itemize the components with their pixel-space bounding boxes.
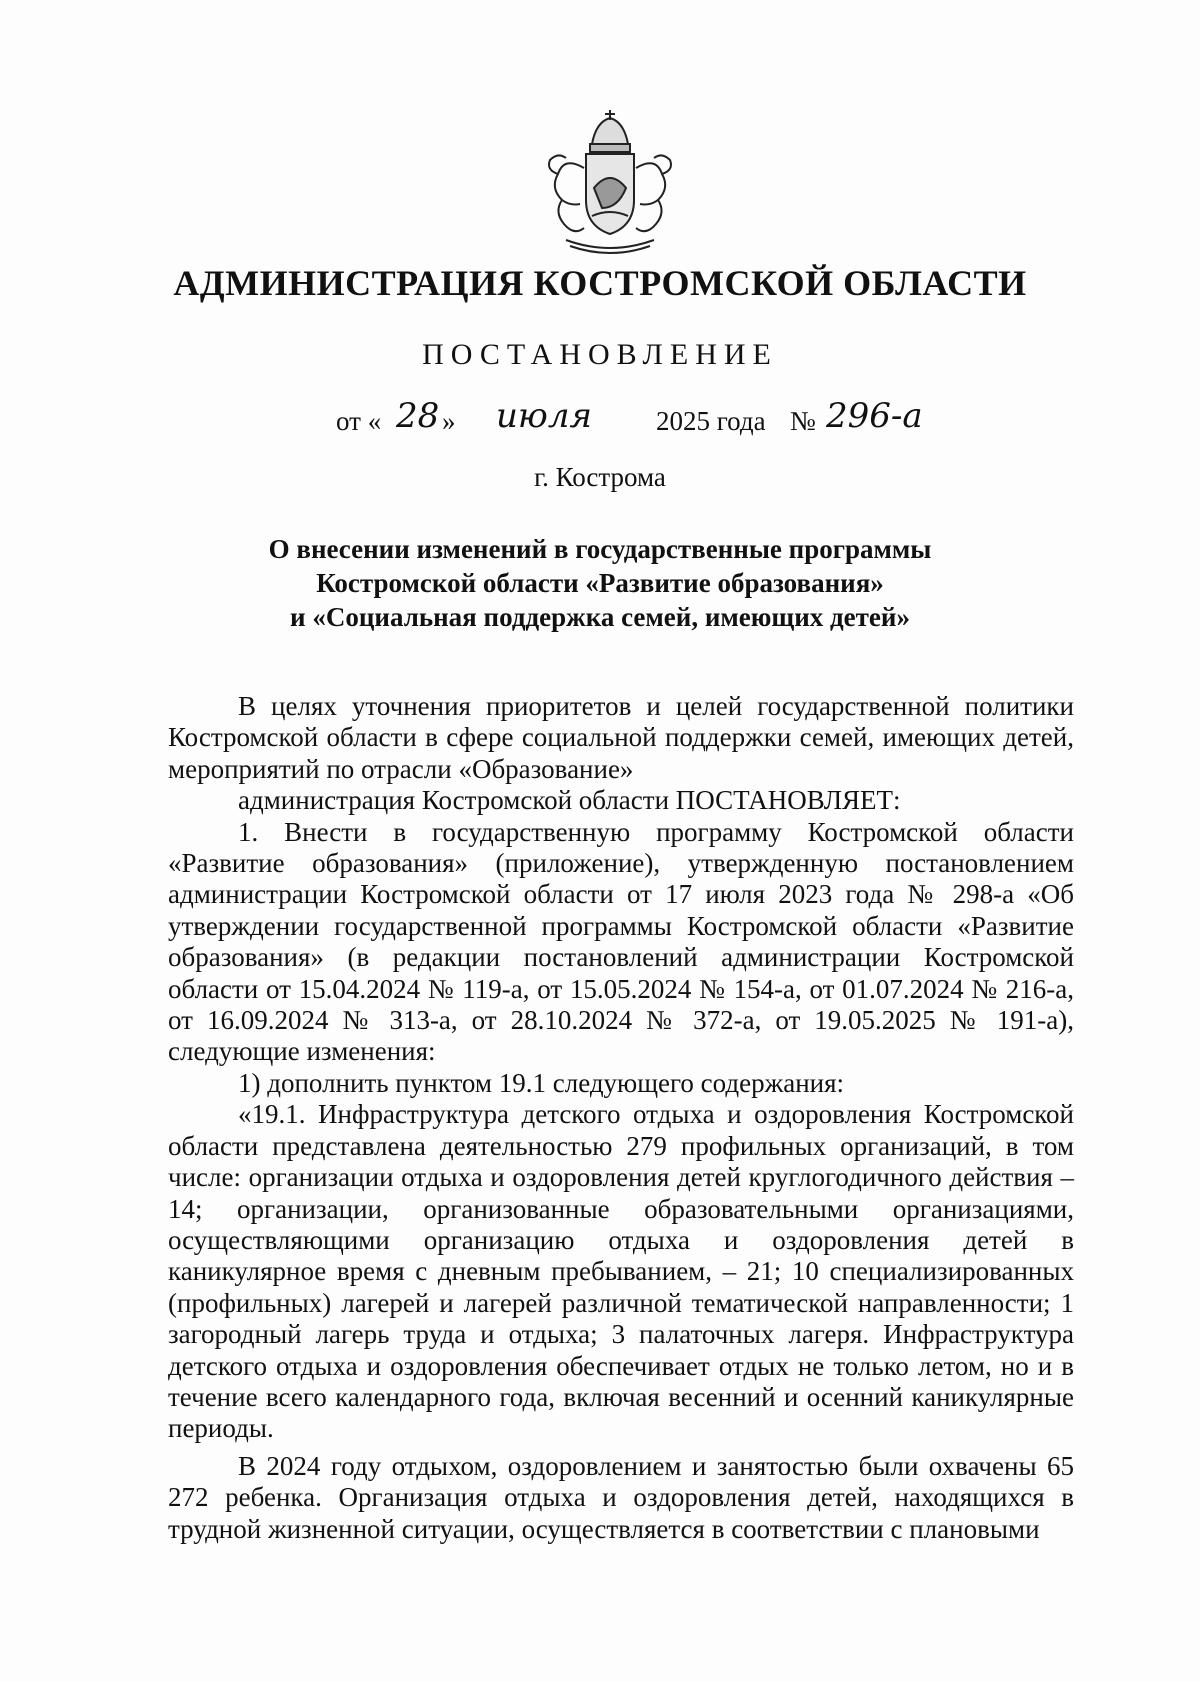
date-line (0, 396, 1200, 440)
paragraph: «19.1. Инфраструктура детского отдыха и оздоровления Костромской области представлена деятельностью 279 профильных организаций, в том числе: организации отдыха и оздоровления детей круглогодичного действия – 14; организации, организованные образовательными организациями, осуществляющими организацию отдыха и оздоровления детей в каникулярное время с дневным пребыванием, – 21; 10 специализированных (профильных) лагерей и лагерей различной тематической направленности; 1 загородный лагерь труда и отдыха; 3 палаточных лагеря. Инфраструктура детского отдыха и оздоровления обеспечивает отдых не только летом, но и в течение всего календарного года, включая весенний и осенний каникулярные периоды. (168, 1099, 1074, 1444)
paragraph: В 2024 году отдыхом, оздоровлением и занятостью были охвачены 65 272 ребенка. Организация отдыха и оздоровления детей, находящихся в трудной жизненной ситуации, осуществляется в соответствии с плановыми (168, 1450, 1074, 1544)
city: г. Кострома (534, 462, 666, 492)
organization-name: АДМИНИСТРАЦИЯ КОСТРОМСКОЙ ОБЛАСТИ (173, 263, 1027, 303)
paragraph: 1. Внести в государственную программу Костромской области «Развитие образования» (приложение), утвержденную постановлением администрации Костромской области от 17 июля 2023 года № 298-а «Об утверждении государственной программы Костромской области «Развитие образования» (в редакции постановлений администрации Костромской области от 15.04.2024 № 119-а, от 15.05.2024 № 154-а, от 01.07.2024 № 216-а, от 16.09.2024 № 313-а, от 28.10.2024 № 372-а, от 19.05.2025 № 191-а), следующие изменения: (168, 816, 1074, 1067)
title-line: Костромской области «Развитие образования» (316, 568, 884, 598)
coat-of-arms-icon (540, 108, 680, 256)
handwritten-day: 28 (396, 396, 440, 436)
title-line: и «Социальная поддержка семей, имеющих детей» (290, 602, 910, 632)
paragraph: В целях уточнения приоритетов и целей государственной политики Костромской области в сфере социальной поддержки семей, имеющих детей, мероприятий по отрасли «Образование» (168, 691, 1074, 784)
document-type: ПОСТАНОВЛЕНИЕ (422, 338, 778, 371)
document-body (168, 691, 1074, 1545)
number-sign: № (790, 406, 816, 436)
document-title (180, 532, 1020, 634)
date-quote-close: » (442, 406, 456, 436)
paragraph: 1) дополнить пунктом 19.1 следующего содержания: (238, 1067, 845, 1098)
paragraph: администрация Костромской области ПОСТАНОВЛЯЕТ: (238, 785, 901, 816)
handwritten-month: июля (496, 396, 592, 436)
title-line: О внесении изменений в государственные программы (268, 534, 932, 564)
date-prefix: от « (336, 406, 382, 436)
handwritten-number: 296-а (826, 396, 923, 436)
date-year: 2025 года (656, 406, 766, 436)
